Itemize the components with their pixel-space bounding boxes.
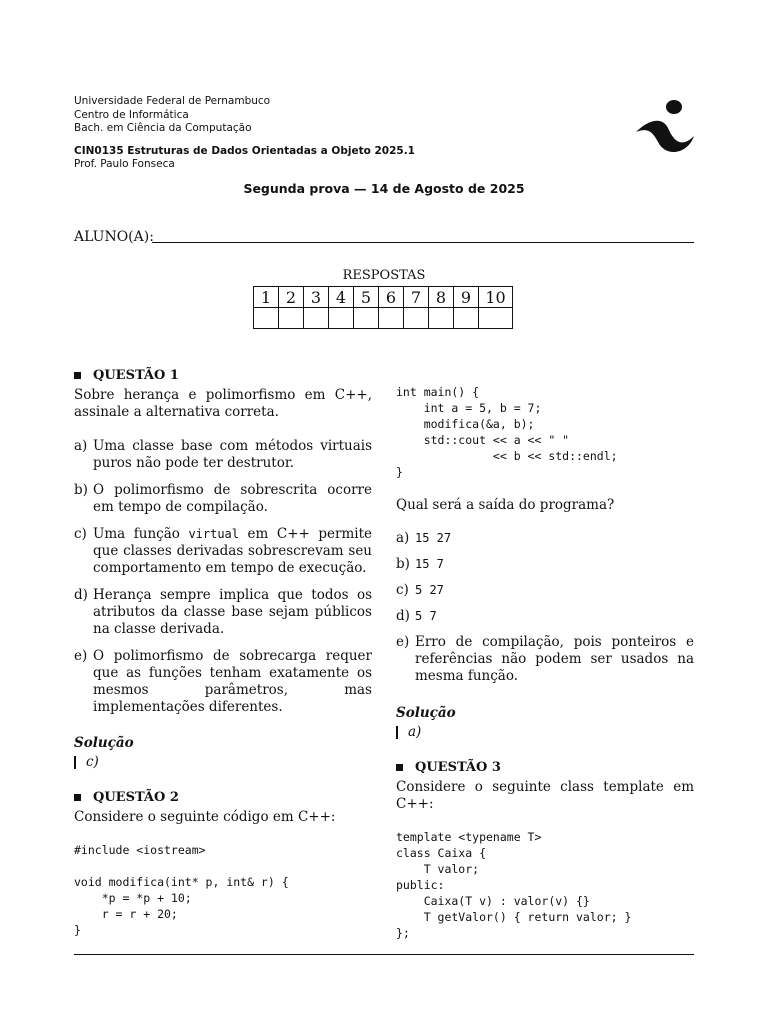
exam-title: Segunda prova — 14 de Agosto de 2025: [243, 181, 525, 196]
right-column: [396, 384, 694, 941]
answer-cell[interactable]: [254, 308, 279, 329]
question-2-code-part-1: #include <iostream> void modifica(int* p, int& r) { *p = *p + 10; r = r + 20; }: [74, 843, 289, 937]
question-2-prompt: Considere o seguinte código em C++:: [74, 809, 336, 825]
inline-code: virtual: [188, 527, 240, 541]
square-bullet-icon: [74, 794, 81, 801]
question-1-options: [74, 438, 372, 716]
option-text: Erro de compilação, pois ponteiros e referências não podem ser usados na mesma função.: [415, 634, 694, 684]
university-name: Universidade Federal de Pernambuco: [74, 95, 271, 107]
question-2-solution-label: Solução: [396, 705, 456, 721]
answer-cell[interactable]: [379, 308, 404, 329]
answer-number-cell: 6: [379, 287, 404, 308]
question-1-option-e: [74, 648, 372, 716]
answer-number-cell: 4: [329, 287, 354, 308]
question-2-heading: [74, 790, 372, 805]
answer-number-cell: 1: [254, 287, 279, 308]
option-code: 15 27: [415, 531, 452, 545]
question-2-options: [396, 530, 694, 685]
question-2-option-b: [396, 556, 694, 573]
bottom-rule: [74, 954, 694, 955]
question-2-title: QUESTÃO 2: [93, 790, 179, 805]
question-3-code: template <typename T> class Caixa { T valor; public: Caixa(T v) : valor(v) {} T getValor() { return valor; } };: [396, 830, 632, 940]
center-name: Centro de Informática: [74, 108, 189, 121]
answers-label: RESPOSTAS: [342, 268, 426, 283]
question-1-option-a: [74, 438, 372, 472]
question-1-option-b: [74, 482, 372, 516]
option-code: 15 7: [415, 557, 444, 571]
answer-cell[interactable]: [479, 308, 513, 329]
option-label: d): [74, 587, 88, 603]
answer-number-cell: 5: [354, 287, 379, 308]
option-label: b): [74, 482, 88, 498]
question-1-title: QUESTÃO 1: [93, 368, 179, 383]
answer-number-cell: 9: [454, 287, 479, 308]
document-header: [74, 95, 415, 172]
question-2-solution: [396, 724, 694, 740]
option-label: a): [396, 530, 410, 546]
question-3-prompt: Considere o seguinte class template em C++:: [396, 779, 694, 812]
answer-cell[interactable]: [329, 308, 354, 329]
question-2-option-e: [396, 634, 694, 685]
solution-bar-icon: [396, 726, 398, 739]
professor-name: Prof. Paulo Fonseca: [74, 158, 175, 170]
answer-number-cell: 7: [404, 287, 429, 308]
question-1-prompt: Sobre herança e polimorfismo em C++, assinale a alternativa correta.: [74, 387, 372, 420]
option-text-part: em C++ permite que classes derivadas sobrescrevam seu comportamento em tempo de execução.: [93, 526, 372, 576]
answers-number-row: [254, 287, 513, 308]
question-2-option-a: [396, 530, 694, 547]
square-bullet-icon: [74, 372, 81, 379]
square-bullet-icon: [396, 764, 403, 771]
question-2-question: Qual será a saída do programa?: [396, 497, 615, 513]
option-text: [93, 526, 372, 577]
answer-cell[interactable]: [279, 308, 304, 329]
option-code: 5 7: [415, 609, 437, 623]
option-label: c): [396, 582, 409, 598]
answer-cell[interactable]: [429, 308, 454, 329]
question-1-solution-label: Solução: [74, 735, 134, 751]
answer-number-cell: 8: [429, 287, 454, 308]
option-text-part: Uma função: [93, 526, 189, 542]
answer-number-cell: 3: [304, 287, 329, 308]
solution-value: c): [86, 754, 99, 770]
question-2-option-c: [396, 582, 694, 599]
question-1-option-c: [74, 526, 372, 577]
answer-number-cell: 10: [479, 287, 513, 308]
solution-bar-icon: [74, 756, 76, 769]
question-1-solution: [74, 754, 372, 770]
option-label: e): [74, 648, 88, 664]
option-text: Herança sempre implica que todos os atributos da classe base sejam públicos na classe derivada.: [93, 587, 372, 637]
course-name: CIN0135 Estruturas de Dados Orientadas a Objeto 2025.1: [74, 144, 415, 157]
option-label: e): [396, 634, 410, 650]
question-1-heading: [74, 368, 372, 383]
option-text: O polimorfismo de sobrecarga requer que as funções tenham exatamente os mesmos parâmetros, mas implementações diferentes.: [93, 648, 372, 715]
question-2-code-part-2: int main() { int a = 5, b = 7; modifica(&a, b); std::cout << a << " " << b << std::endl; }: [396, 385, 618, 479]
left-column: [74, 368, 372, 938]
answer-cell[interactable]: [354, 308, 379, 329]
answer-number-cell: 2: [279, 287, 304, 308]
question-3-heading: [396, 760, 694, 775]
solution-value: a): [408, 724, 422, 740]
student-label: ALUNO(A):: [74, 229, 154, 245]
option-code: 5 27: [415, 583, 444, 597]
option-label: d): [396, 608, 410, 624]
answer-cell[interactable]: [454, 308, 479, 329]
cin-logo-icon: [632, 98, 696, 158]
question-1-option-d: [74, 587, 372, 638]
student-name-line[interactable]: [152, 242, 694, 243]
option-label: a): [74, 438, 88, 454]
option-label: b): [396, 556, 410, 572]
option-text: Uma classe base com métodos virtuais puros não pode ter destrutor.: [93, 438, 372, 471]
question-3-title: QUESTÃO 3: [415, 760, 501, 775]
answers-table: [253, 286, 513, 329]
option-text: O polimorfismo de sobrescrita ocorre em tempo de compilação.: [93, 482, 372, 515]
answer-cell[interactable]: [404, 308, 429, 329]
program-name: Bach. em Ciência da Computação: [74, 122, 252, 134]
question-2-option-d: [396, 608, 694, 625]
answer-cell[interactable]: [304, 308, 329, 329]
answers-blank-row: [254, 308, 513, 329]
option-label: c): [74, 526, 87, 542]
